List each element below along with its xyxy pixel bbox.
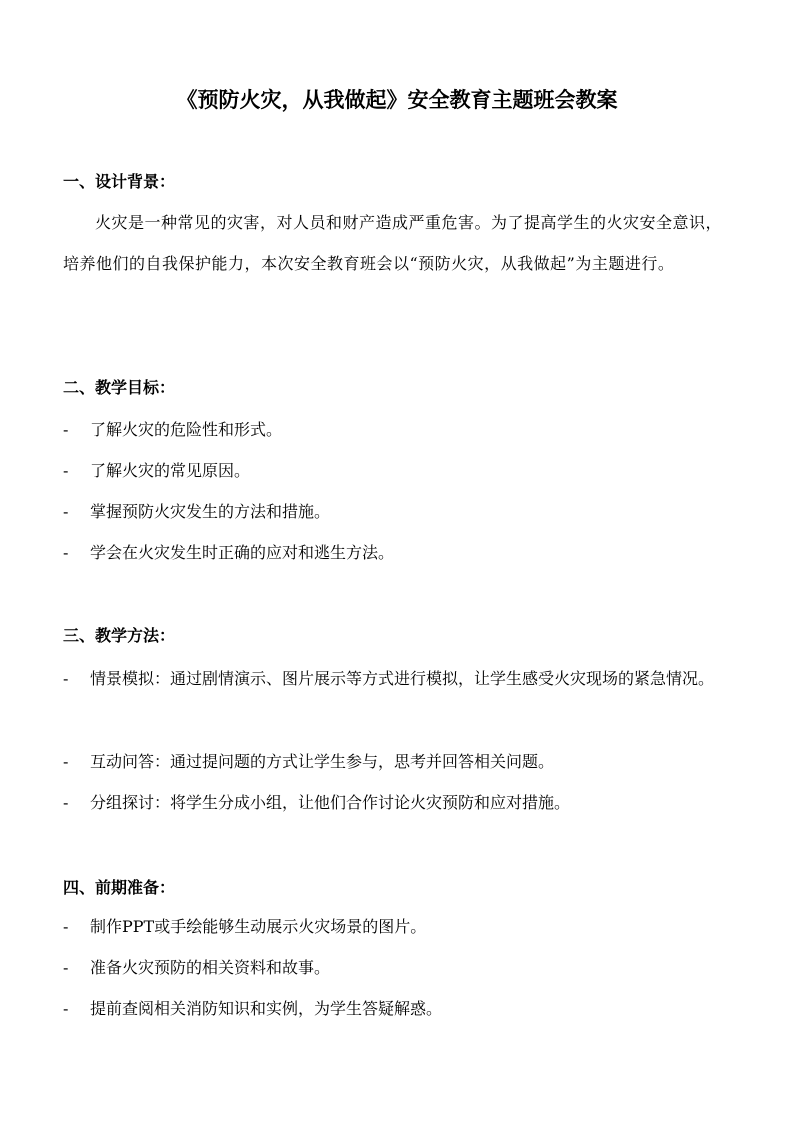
list-item-text: 互动问答：通过提问题的方式让学生参与，思考并回答相关问题。 <box>90 752 555 771</box>
list-item-text: 准备火灾预防的相关资料和故事。 <box>90 958 331 977</box>
list-item-text: 制作PPT或手绘能够生动展示火灾场景的图片。 <box>90 917 427 936</box>
bullet-marker: - <box>63 793 69 812</box>
list-item-text: 了解火灾的常见原因。 <box>90 461 251 480</box>
document-title: 《预防火灾，从我做起》安全教育主题班会教案 <box>176 87 618 112</box>
list-item <box>63 450 725 491</box>
bullet-marker: - <box>63 917 69 936</box>
list-item <box>63 409 725 450</box>
list-item-text-content: 情景模拟：通过剧情演示、图片展示等方式进行模拟，让学生感受火灾现场的紧急情况。 <box>90 669 715 688</box>
list-item <box>63 947 725 988</box>
bullet-marker: - <box>63 543 69 562</box>
list-item-text <box>90 658 725 699</box>
list-item <box>63 491 725 532</box>
bullet-marker: - <box>63 461 69 480</box>
list-item <box>63 988 725 1029</box>
bullet-marker: - <box>63 999 69 1018</box>
list-item-text: 分组探讨：将学生分成小组，让他们合作讨论火灾预防和应对措施。 <box>90 793 571 812</box>
list-item <box>63 532 725 573</box>
section-paragraph-background: 火灾是一种常见的灾害，对人员和财产造成严重危害。为了提高学生的火灾安全意识，培养他们的自我保护能力，本次安全教育班会以“预防火灾，从我做起”为主题进行。 <box>63 213 723 273</box>
bullet-marker: - <box>63 752 69 771</box>
bullet-marker: - <box>63 502 69 521</box>
section-heading-methods: 三、教学方法： <box>63 626 176 645</box>
list-item <box>63 658 725 699</box>
section-heading-background: 一、设计背景： <box>63 172 176 191</box>
list-item-text: 学会在火灾发生时正确的应对和逃生方法。 <box>90 543 395 562</box>
section-heading-objectives: 二、教学目标： <box>63 378 176 397</box>
bullet-marker: - <box>63 958 69 977</box>
list-item <box>63 906 725 947</box>
bullet-marker: - <box>63 669 69 688</box>
list-item-text: 提前查阅相关消防知识和实例，为学生答疑解惑。 <box>90 999 443 1018</box>
list-item-text: 掌握预防火灾发生的方法和措施。 <box>90 502 331 521</box>
list-item <box>63 741 725 782</box>
list-item <box>63 782 725 823</box>
section-heading-preparation: 四、前期准备： <box>63 878 176 897</box>
bullet-marker: - <box>63 420 69 439</box>
list-item-text: 了解火灾的危险性和形式。 <box>90 420 283 439</box>
